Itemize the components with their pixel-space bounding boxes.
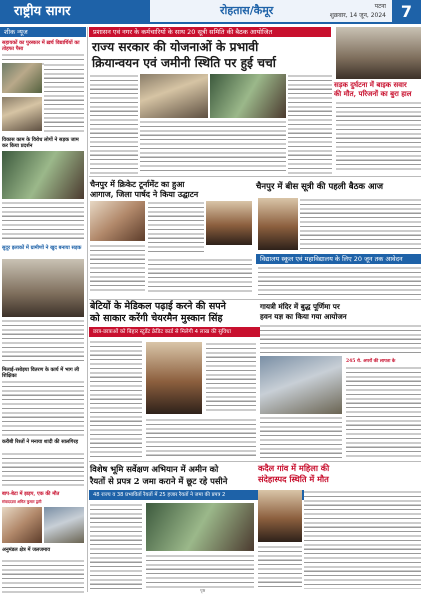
top-headline-line1: राज्य सरकार की योजनाओं के प्रभावी bbox=[92, 40, 259, 54]
cricket-portrait-photo bbox=[206, 201, 252, 245]
temple-headline-line1: गायत्री मंदिर में बुद्ध पूर्णिमा पर bbox=[260, 302, 340, 311]
medical-text-2 bbox=[146, 418, 256, 458]
bottom-right-portrait bbox=[258, 490, 302, 542]
left-byline: संवाददाता अमित कुमार द्वारी bbox=[2, 499, 42, 504]
left-photo-6 bbox=[44, 507, 84, 543]
cricket-text-2 bbox=[90, 244, 145, 294]
medical-headline-line1: बेटियों के मेडिकल पढ़ाई करने की सपने bbox=[90, 301, 226, 312]
edition-city: रोहतास/कैमूर bbox=[220, 4, 274, 17]
right-top-photo bbox=[336, 27, 421, 79]
small-box-title: 245 रो. अपरों की लापता के bbox=[346, 359, 396, 364]
masthead-center bbox=[150, 0, 392, 24]
page-number: 7 bbox=[392, 0, 421, 24]
left-story5-text bbox=[2, 452, 84, 488]
left-story3-text bbox=[2, 319, 84, 363]
cricket-photo bbox=[90, 201, 145, 241]
left-story5-title: करीबी रिश्तों ने मनाया शादी की सालगिरह bbox=[2, 439, 79, 445]
left-photo-4 bbox=[2, 259, 84, 317]
temple-headline bbox=[260, 302, 421, 321]
notice-text bbox=[258, 266, 421, 296]
left-story2-title: विकास काम के विरोध लोगों ने सड़क जाम कर किया प्रदर्शन bbox=[2, 137, 79, 149]
top-headline-line2: क्रियान्वयन एवं जमीनी स्थिति पर हुई चर्चा bbox=[92, 56, 276, 70]
bottom-right-headline-line1: कदैल गांव में महिला की bbox=[258, 463, 330, 473]
right-top-headline bbox=[334, 80, 421, 98]
survey-headline-line2: रैयतों से प्रपत्र 2 जमा कराने में छूट रहे पसीने bbox=[90, 476, 228, 486]
top-story-kicker: प्रशासन एवं नगर के कर्मचारियों के साथ 20 सूत्री समिति की बैठक आयोजित bbox=[89, 27, 331, 37]
left-story4-title: मिलाई-रसोइया वितरण के कार्य में भाग ली शिक्षिका bbox=[2, 367, 80, 379]
cricket-text-3 bbox=[148, 258, 252, 294]
medical-headline-line2: को साकार करेंगी चेयरमैन मुस्कान सिंह bbox=[90, 313, 223, 324]
left-story1-title: सहायकों का पुरस्कार में ख़र्च विद्यार्थियों का तोहफा पैसा bbox=[2, 40, 80, 52]
masthead bbox=[0, 0, 421, 24]
top-story-photo-2 bbox=[210, 74, 286, 118]
left-story6-title: बाप-बेटा में झड़प, एक की मौत bbox=[2, 491, 60, 497]
left-story2-text bbox=[2, 201, 84, 241]
temple-headline-line2: हवन यज्ञ का किया गया आयोजन bbox=[260, 311, 347, 321]
row-rule-1 bbox=[89, 176, 421, 177]
medical-text-1 bbox=[90, 340, 142, 458]
top-story-photo-1 bbox=[140, 74, 208, 118]
medical-portrait-photo bbox=[146, 342, 202, 414]
meeting-headline: चैनपुर में बीस सूत्री की पहली बैठक आज bbox=[256, 182, 384, 192]
cricket-headline-line1: चैनपुर में क्रिकेट टूर्नामेंट का हुआ bbox=[90, 179, 185, 189]
left-column bbox=[0, 39, 86, 595]
top-story-text-2 bbox=[140, 120, 286, 174]
bottom-right-text-1 bbox=[304, 490, 421, 589]
meeting-portrait-photo bbox=[258, 198, 298, 250]
left-photo-3 bbox=[2, 151, 84, 199]
left-story7-text bbox=[2, 559, 84, 593]
column-rule-left bbox=[87, 27, 88, 592]
edition-date bbox=[330, 2, 386, 20]
right-top-headline-line2: की मौत, परिजनों का बुरा हाल bbox=[334, 89, 412, 98]
small-box-text bbox=[346, 366, 421, 458]
right-top-text bbox=[336, 101, 421, 173]
left-photo-5 bbox=[2, 507, 42, 543]
footer-page-mark: पृष्ठ bbox=[200, 589, 206, 594]
left-photo-2 bbox=[2, 97, 42, 131]
cricket-text-1 bbox=[148, 201, 204, 255]
survey-text-1 bbox=[90, 503, 142, 589]
survey-text-2 bbox=[146, 554, 254, 589]
temple-text-2 bbox=[260, 416, 342, 458]
survey-headline-line1: विशेष भूमि सर्वेक्षण अभियान में अमीन को bbox=[90, 464, 219, 474]
paper-name: राष्ट्रीय सागर bbox=[0, 0, 150, 24]
left-photo-1 bbox=[2, 63, 42, 93]
medical-subhead: छात्र-छात्राओं को बिहार स्टूडेंट क्रेडिट कार्ड से मिलेगी 4 लाख की सुविधा bbox=[89, 327, 333, 337]
top-story-text-3 bbox=[288, 74, 332, 174]
meeting-text-1 bbox=[300, 198, 421, 250]
bottom-right-headline bbox=[258, 463, 421, 485]
date-text: शुक्रवार, 14 जून, 2024 bbox=[329, 12, 386, 19]
left-story4-text bbox=[2, 380, 84, 436]
temple-photo bbox=[260, 356, 342, 414]
bottom-right-text-2 bbox=[258, 545, 302, 589]
survey-photo bbox=[146, 503, 254, 551]
date-line: पटना bbox=[374, 3, 386, 10]
row-rule-3 bbox=[89, 461, 421, 462]
section-label: शीक न्यूज bbox=[0, 27, 86, 37]
top-story-headline bbox=[92, 39, 332, 71]
bottom-right-headline-line2: संदेहास्पद स्थिति में मौत bbox=[258, 474, 329, 484]
top-story-text-1 bbox=[90, 74, 138, 174]
left-story1-text-2 bbox=[44, 63, 84, 133]
temple-text-1 bbox=[260, 324, 421, 354]
notice-bar: विद्यालय स्कूल एवं महाविद्यालय के लिए 20 जून तक आवेदन bbox=[256, 254, 421, 264]
survey-photo-caption: 48 राज्य व 38 प्रभावितों रैयतों में 25 हजार रैयतों ने जमा की प्रपत्र 2 bbox=[89, 490, 333, 500]
left-story3-title: सुदूर इलाकों में ग्रामीणों ने खुद बनाया सड़क bbox=[2, 245, 82, 251]
left-story7-title: अनुमंडल क्षेत्र में जलजमाव bbox=[2, 547, 51, 553]
cricket-headline-line2: आगाज, जिला पार्षद ने किया उद्घाटन bbox=[90, 189, 199, 199]
right-top-headline-line1: सड़क दुर्घटना में बाइक सवार bbox=[334, 80, 407, 89]
row-rule-2 bbox=[89, 299, 421, 300]
medical-text-3 bbox=[206, 342, 256, 414]
